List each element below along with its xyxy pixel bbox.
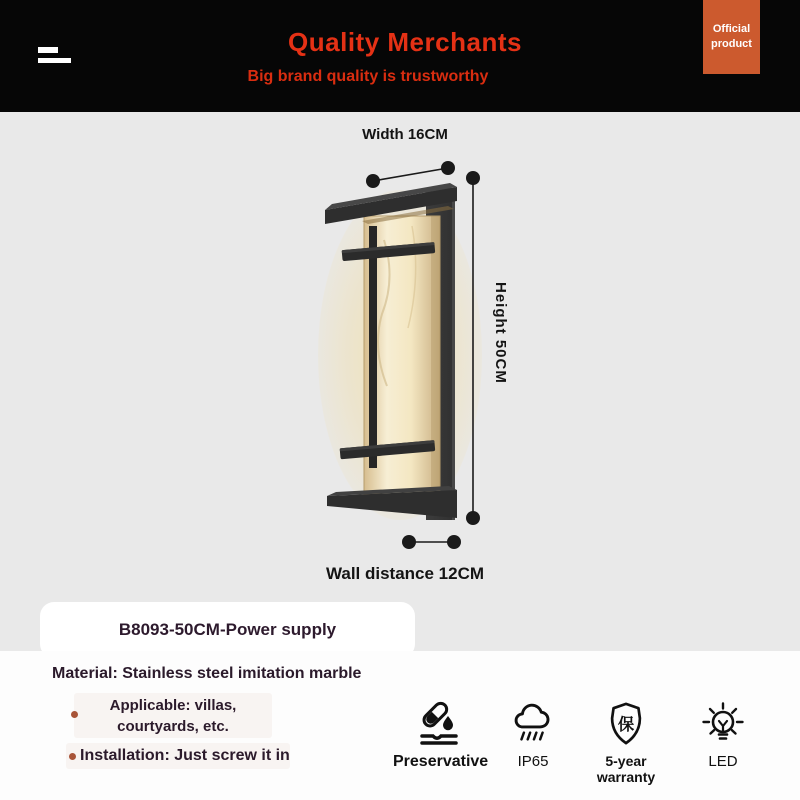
model-card — [40, 602, 415, 658]
height-dimension-label: Height 50CM — [492, 282, 509, 384]
rain-cloud-icon — [489, 698, 577, 748]
material-spec: Material: Stainless steel imitation marble — [52, 665, 362, 682]
applicable-line2: courtyards, etc. — [117, 717, 229, 735]
feature-led — [677, 698, 769, 770]
badge-line1: Official — [712, 23, 751, 35]
applicable-bullet — [71, 711, 78, 718]
product-section — [0, 112, 800, 651]
installation-bullet — [69, 753, 76, 760]
anticorrosion-icon — [393, 698, 485, 748]
menu-bar-bottom — [38, 58, 71, 63]
features-row — [393, 698, 793, 785]
shield-character: 保 — [617, 715, 635, 734]
page-title: Quality Merchants — [288, 27, 522, 57]
width-dimension-line — [366, 161, 455, 188]
feature-label-preservative: Preservative — [393, 753, 489, 770]
applicable-spec — [74, 693, 272, 738]
page-subtitle: Big brand quality is trustworthy — [247, 68, 489, 85]
width-dimension-label: Width 16CM — [362, 126, 448, 143]
feature-label-warranty: 5-year warranty — [596, 753, 656, 785]
wall-distance-dimension-line — [402, 535, 461, 549]
shield-warranty-icon — [579, 698, 673, 748]
feature-label-ip65: IP65 — [517, 753, 549, 770]
feature-preservative — [393, 698, 489, 771]
installation-spec — [66, 743, 290, 769]
installation-text: Installation: Just screw it in — [80, 747, 290, 764]
led-bulb-icon — [677, 698, 769, 748]
wall-lamp-product-image — [300, 160, 560, 560]
feature-ip65 — [489, 698, 577, 770]
lamp-front-bar — [369, 226, 377, 468]
header — [0, 0, 800, 112]
feature-label-led: LED — [708, 753, 738, 770]
applicable-line1: Applicable: villas, — [109, 696, 237, 714]
model-number: B8093-50CM-Power supply — [118, 620, 337, 639]
badge-line2: product — [711, 38, 752, 50]
wall-distance-label: Wall distance 12CM — [325, 564, 485, 583]
feature-warranty — [579, 698, 673, 785]
official-product-badge — [703, 0, 760, 74]
